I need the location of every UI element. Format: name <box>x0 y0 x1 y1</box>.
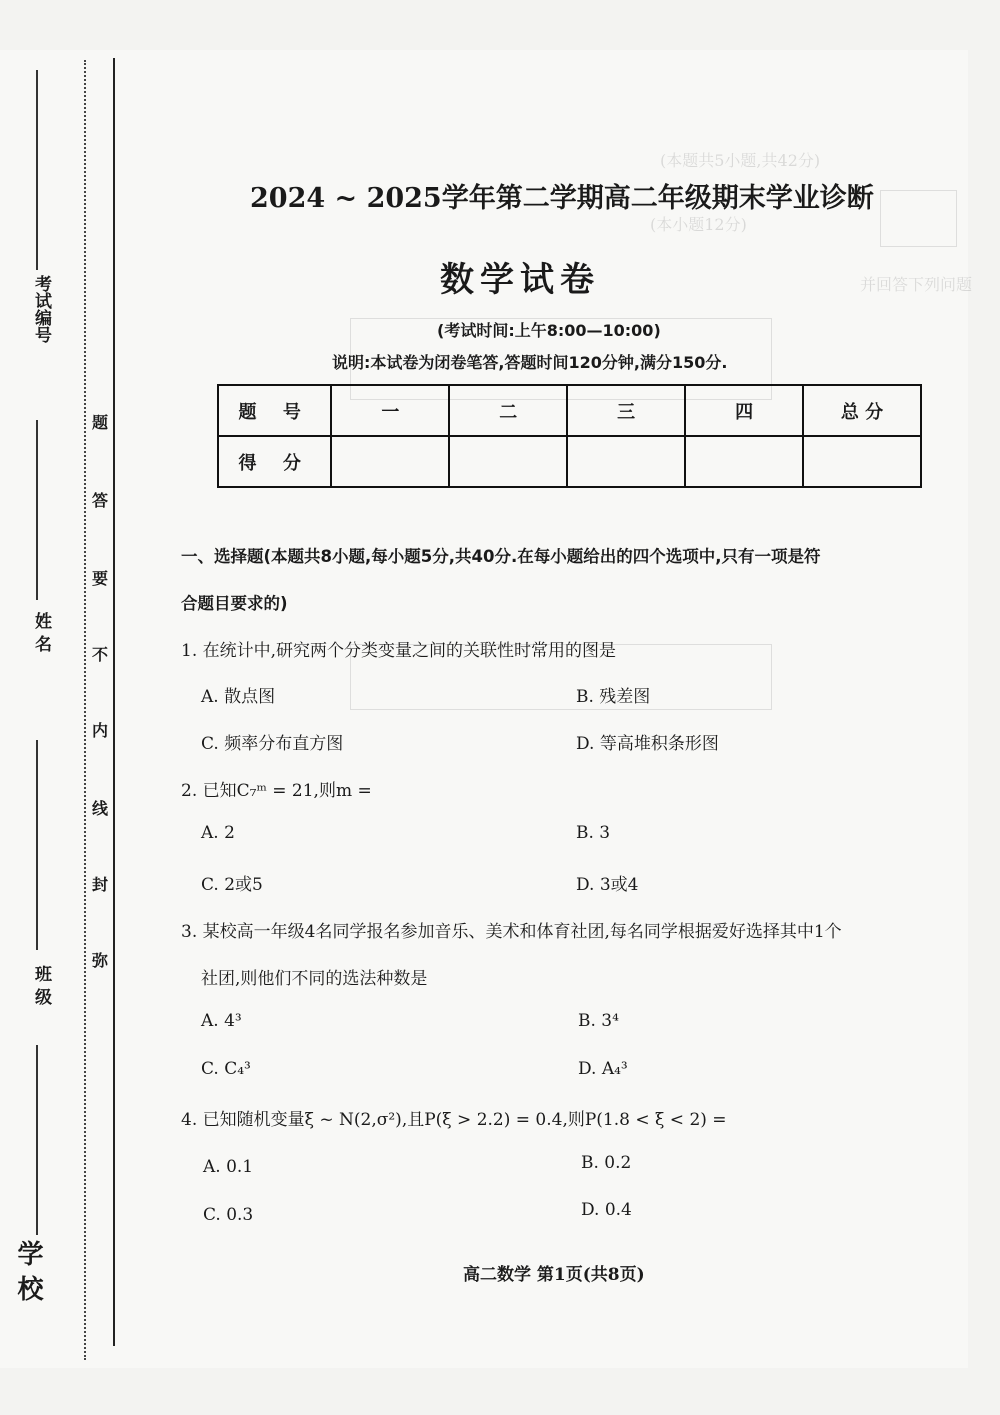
q2-option-a[interactable]: A. 2 <box>201 823 235 843</box>
seal-char: 线 <box>91 799 108 818</box>
seal-char: 封 <box>91 875 108 894</box>
q4-option-b[interactable]: B. 0.2 <box>581 1153 632 1173</box>
score-input-cell[interactable] <box>331 436 449 487</box>
question-3-stem: 3. 某校高一年级4名同学报名参加音乐、美术和体育社团,每名同学根据爱好选择其中1个 <box>181 922 842 942</box>
score-cell: 四 <box>685 385 803 436</box>
name-label: 姓 名 <box>31 612 51 652</box>
score-cell: 一 <box>331 385 449 436</box>
section-heading: 一、选择题(本题共8小题,每小题5分,共40分.在每小题给出的四个选项中,只有一项是符 <box>181 547 821 566</box>
exam-no-label: 考试编号 <box>31 275 51 343</box>
score-input-cell[interactable] <box>449 436 567 487</box>
school-blank <box>36 1045 38 1235</box>
q4-option-c[interactable]: C. 0.3 <box>203 1205 254 1225</box>
exam-time: (考试时间:上午8:00—10:00) <box>437 321 661 340</box>
q3-option-c[interactable]: C. C₄³ <box>201 1059 251 1079</box>
q4-option-d[interactable]: D. 0.4 <box>581 1200 632 1220</box>
score-table-header-row <box>218 385 921 436</box>
exam-no-blank <box>36 70 38 270</box>
score-row-label: 得 分 <box>218 436 331 487</box>
score-input-cell[interactable] <box>567 436 685 487</box>
bleed-text: (本小题12分) <box>650 215 747 234</box>
q1-option-c[interactable]: C. 频率分布直方图 <box>201 734 344 754</box>
score-cell: 二 <box>449 385 567 436</box>
score-input-cell[interactable] <box>803 436 921 487</box>
score-table-score-row <box>218 436 921 487</box>
score-cell: 三 <box>567 385 685 436</box>
q3-option-d[interactable]: D. A₄³ <box>578 1059 628 1079</box>
score-cell: 总 分 <box>803 385 921 436</box>
class-label: 班 级 <box>31 965 51 1005</box>
score-cell-label: 题 号 <box>218 385 331 436</box>
question-2-stem: 2. 已知C₇ᵐ = 21,则m = <box>181 781 372 801</box>
exam-note: 说明:本试卷为闭卷笔答,答题时间120分钟,满分150分. <box>332 353 728 372</box>
q1-option-d[interactable]: D. 等高堆积条形图 <box>576 734 719 754</box>
score-input-cell[interactable] <box>685 436 803 487</box>
name-blank <box>36 420 38 600</box>
seal-char: 不 <box>91 645 108 664</box>
question-1-stem: 1. 在统计中,研究两个分类变量之间的关联性时常用的图是 <box>181 641 617 661</box>
bleed-text: (本题共5小题,共42分) <box>660 151 821 170</box>
bleed-text: 并回答下列问题 <box>860 275 973 294</box>
q2-option-d[interactable]: D. 3或4 <box>576 875 639 895</box>
binding-line <box>113 58 115 1346</box>
seal-char: 内 <box>91 721 108 740</box>
q1-option-b[interactable]: B. 残差图 <box>576 687 651 707</box>
school-label: 学 校 <box>13 1240 43 1302</box>
page-footer: 高二数学 第1页(共8页) <box>463 1265 645 1285</box>
bleed-box <box>880 190 957 247</box>
score-table <box>217 384 922 488</box>
q3-option-a[interactable]: A. 4³ <box>201 1011 242 1031</box>
q2-option-b[interactable]: B. 3 <box>576 823 611 843</box>
seal-char: 答 <box>91 491 108 510</box>
q3-option-b[interactable]: B. 3⁴ <box>578 1011 619 1031</box>
class-blank <box>36 740 38 950</box>
exam-title: 2024 ~ 2025学年第二学期高二年级期末学业诊断 <box>250 183 874 214</box>
q1-option-a[interactable]: A. 散点图 <box>201 687 276 707</box>
subject-title: 数学试卷 <box>440 260 600 300</box>
question-3-stem-cont: 社团,则他们不同的选法种数是 <box>201 969 428 989</box>
dotted-seal-line <box>84 60 86 1360</box>
seal-char: 要 <box>91 569 108 588</box>
q4-option-a[interactable]: A. 0.1 <box>203 1157 254 1177</box>
q2-option-c[interactable]: C. 2或5 <box>201 875 263 895</box>
section-heading-cont: 合题目要求的) <box>181 594 288 613</box>
seal-char: 题 <box>91 413 108 432</box>
seal-char: 弥 <box>91 951 108 970</box>
question-4-stem: 4. 已知随机变量ξ ~ N(2,σ²),且P(ξ > 2.2) = 0.4,则P(1.8 < ξ < 2) = <box>181 1110 727 1130</box>
